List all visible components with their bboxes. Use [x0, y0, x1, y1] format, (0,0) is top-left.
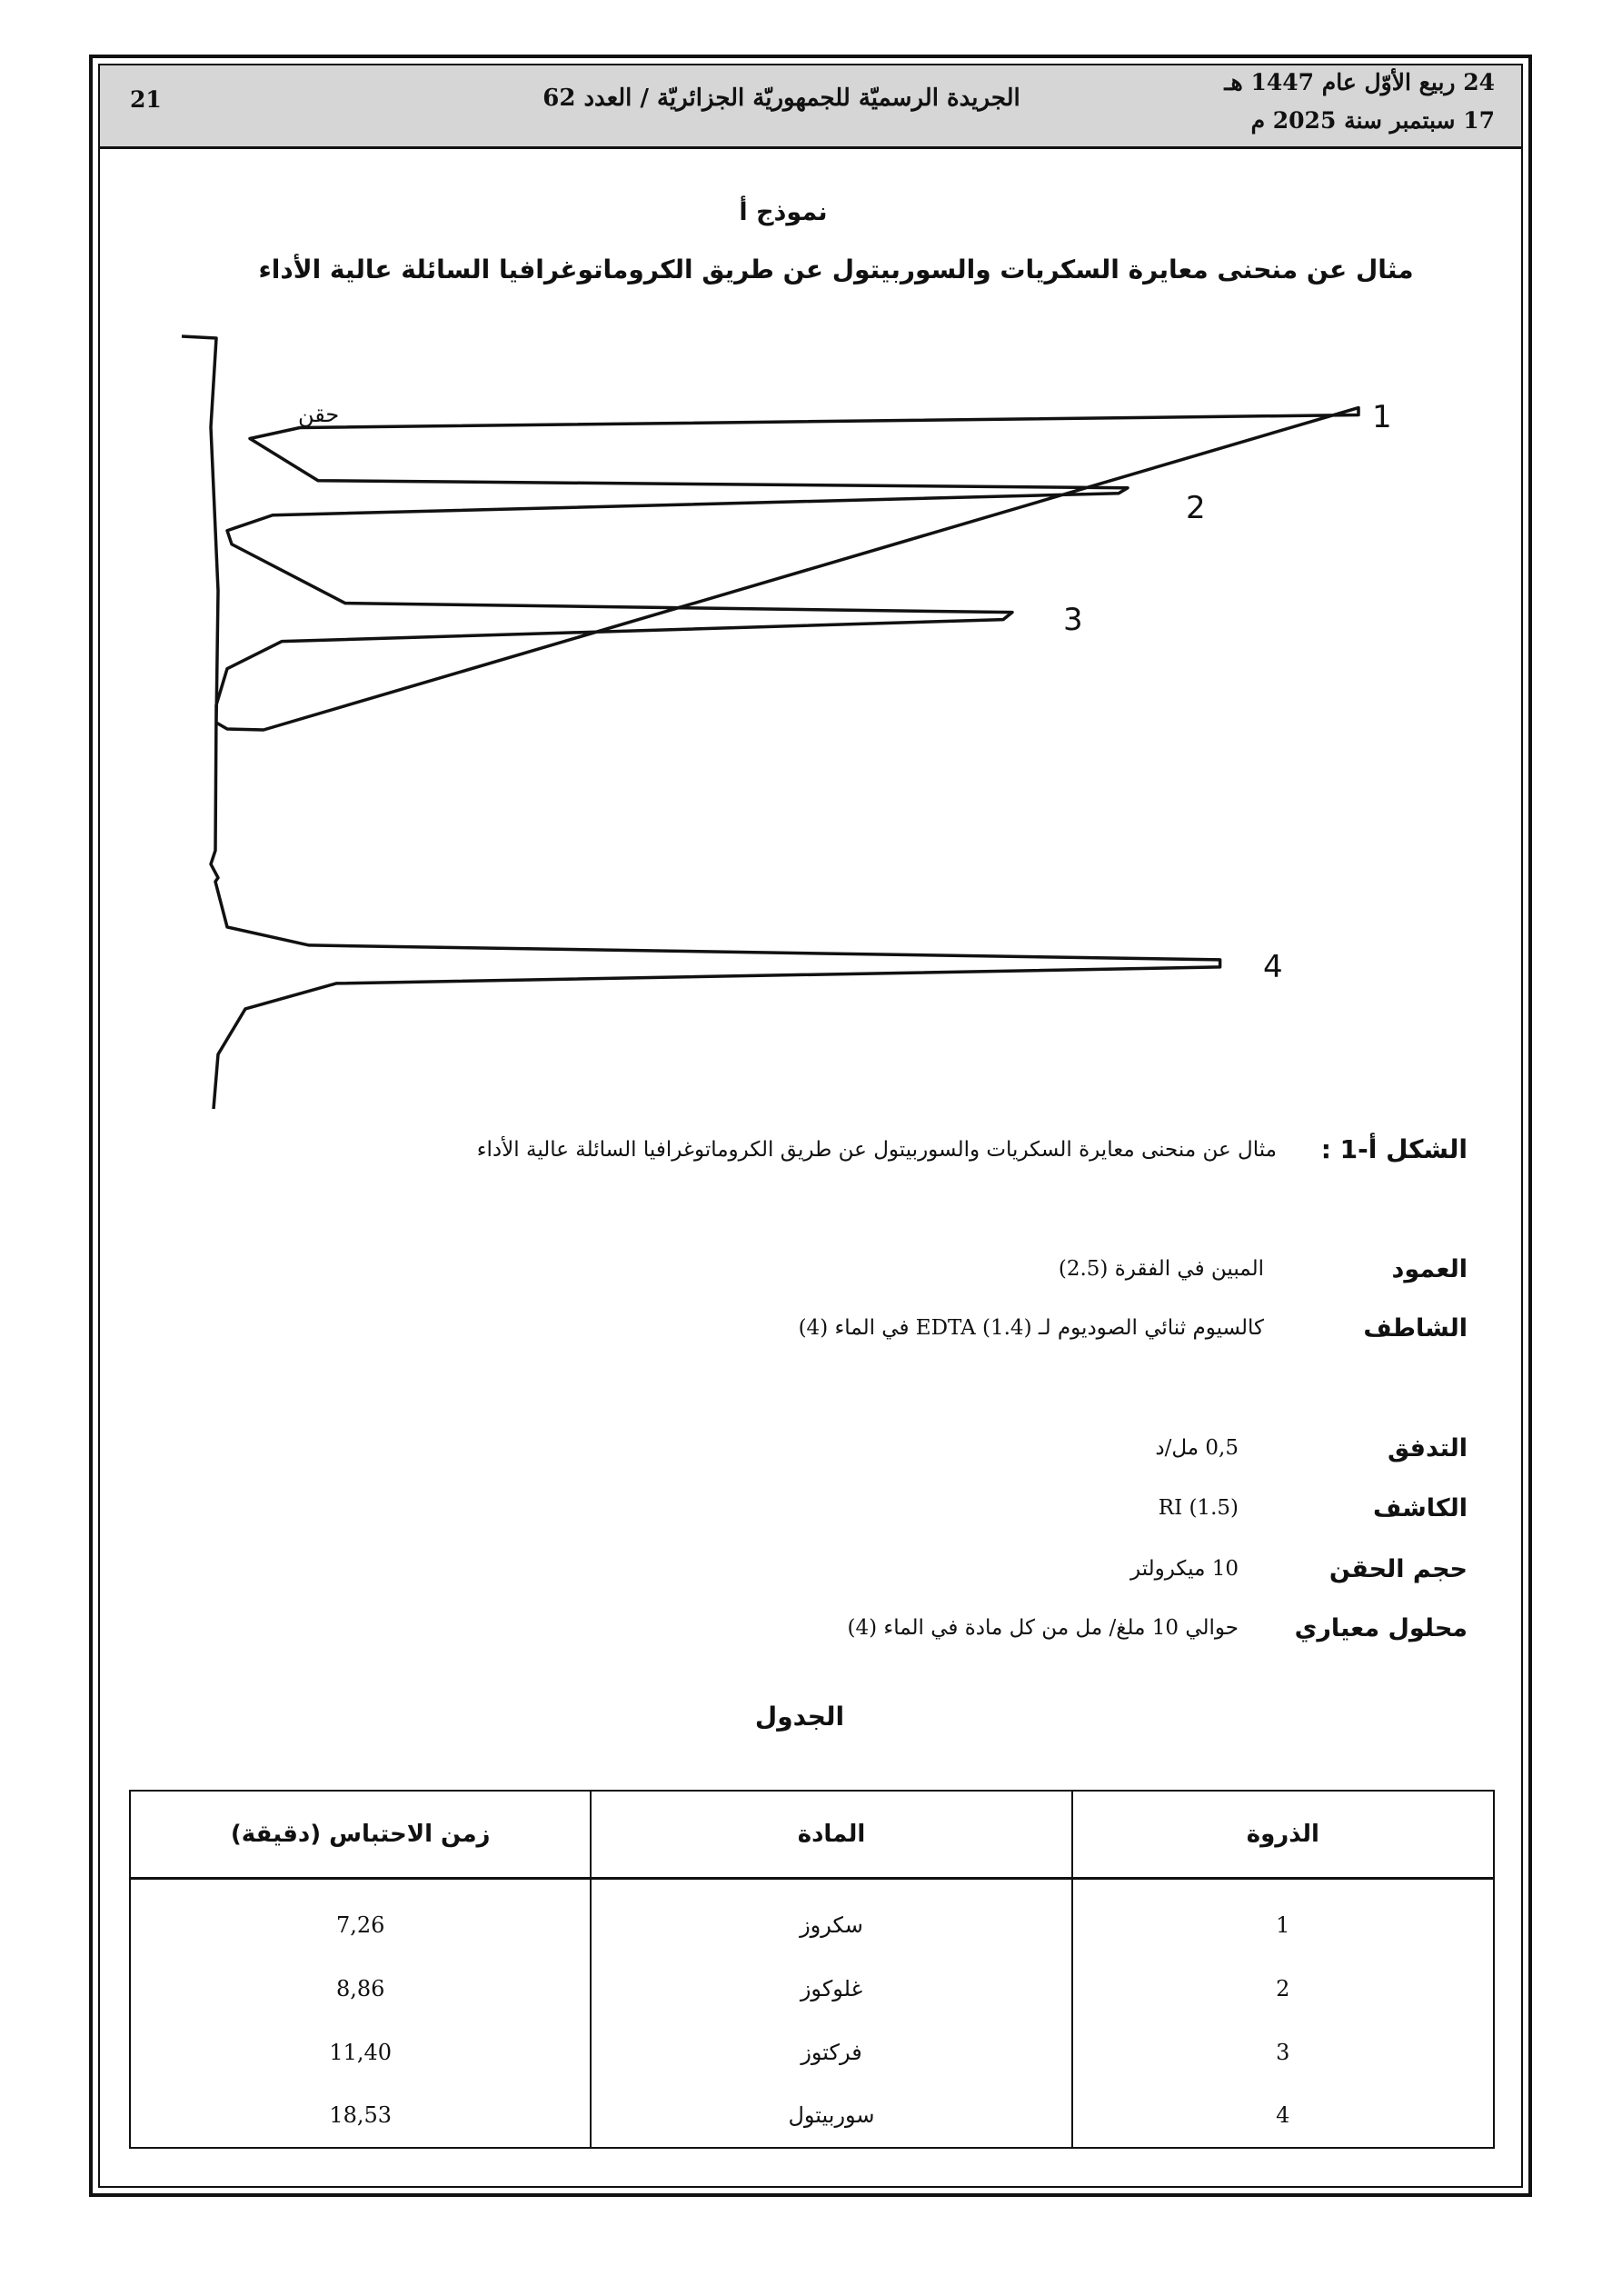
condition-label-column: العمود: [1391, 1255, 1468, 1283]
cell-retention-time: 7,26: [130, 1879, 591, 1958]
condition-label-standard-solution: محلول معياري: [1294, 1614, 1468, 1642]
cell-substance: غلوكوز: [591, 1958, 1071, 2021]
cell-peak: 4: [1072, 2083, 1494, 2148]
table-row: [130, 1958, 1494, 2021]
retention-table: [129, 1790, 1495, 2149]
condition-value-injection-volume: 10 ميكرولتر: [1130, 1557, 1239, 1581]
condition-value-eluent: كالسيوم ثنائي الصوديوم لـ EDTA (1.4) في الماء (4): [798, 1316, 1264, 1340]
peak-label-1: 1: [1372, 398, 1392, 435]
cell-substance: فركتوز: [591, 2021, 1071, 2083]
gregorian-date: 17 سبتمبر سنة 2025 م: [1250, 107, 1495, 134]
journal-title: الجريدة الرسميّة للجمهوريّة الجزائريّة / العدد 62: [542, 85, 1020, 112]
chromatogram-trace: [182, 336, 1358, 1109]
condition-label-flow: التدفق: [1387, 1434, 1468, 1462]
table-row: [130, 2021, 1494, 2083]
header-peak: الذروة: [1072, 1791, 1494, 1879]
model-title: نموذج أ: [739, 198, 828, 226]
page-number: 21: [130, 86, 162, 113]
chromatogram-figure: [164, 318, 1436, 1118]
injection-label: حقن: [298, 402, 340, 427]
peak-label-4: 4: [1263, 948, 1283, 985]
cell-peak: 3: [1072, 2021, 1494, 2083]
table-row: [130, 1879, 1494, 1958]
header-substance: المادة: [591, 1791, 1071, 1879]
figure-caption-text: مثال عن منحنى معايرة السكريات والسوربيتول عن طريق الكروماتوغرافيا السائلة عالية الأداء: [476, 1138, 1277, 1162]
peak-label-3: 3: [1063, 601, 1083, 638]
table-header-row: [130, 1791, 1494, 1879]
condition-value-flow: 0,5 مل/د: [1155, 1436, 1239, 1460]
condition-value-column: المبين في الفقرة (2.5): [1058, 1257, 1264, 1281]
cell-peak: 2: [1072, 1958, 1494, 2021]
table-row: [130, 2083, 1494, 2148]
header-retention-time: زمن الاحتباس (دقيقة): [130, 1791, 591, 1879]
peak-label-2: 2: [1186, 489, 1206, 526]
condition-label-eluent: الشاطف: [1363, 1314, 1468, 1343]
condition-label-injection-volume: حجم الحقن: [1328, 1555, 1468, 1583]
condition-value-standard-solution: حوالي 10 ملغ/ مل من كل مادة في الماء (4): [847, 1616, 1239, 1640]
cell-retention-time: 11,40: [130, 2021, 591, 2083]
hijri-date: 24 ربيع الأوّل عام 1447 هـ: [1224, 69, 1495, 95]
cell-retention-time: 18,53: [130, 2083, 591, 2148]
cell-substance: سكروز: [591, 1879, 1071, 1958]
example-title: مثال عن منحنى معايرة السكريات والسوربيتول عن طريق الكروماتوغرافيا السائلة عالية الأداء: [258, 255, 1414, 285]
cell-peak: 1: [1072, 1879, 1494, 1958]
condition-value-detector: RI (1.5): [1158, 1496, 1239, 1520]
table-title: الجدول: [754, 1702, 845, 1732]
condition-label-detector: الكاشف: [1373, 1494, 1468, 1522]
figure-caption-label: الشكل أ-1 :: [1320, 1134, 1468, 1164]
cell-retention-time: 8,86: [130, 1958, 591, 2021]
cell-substance: سوربيتول: [591, 2083, 1071, 2148]
